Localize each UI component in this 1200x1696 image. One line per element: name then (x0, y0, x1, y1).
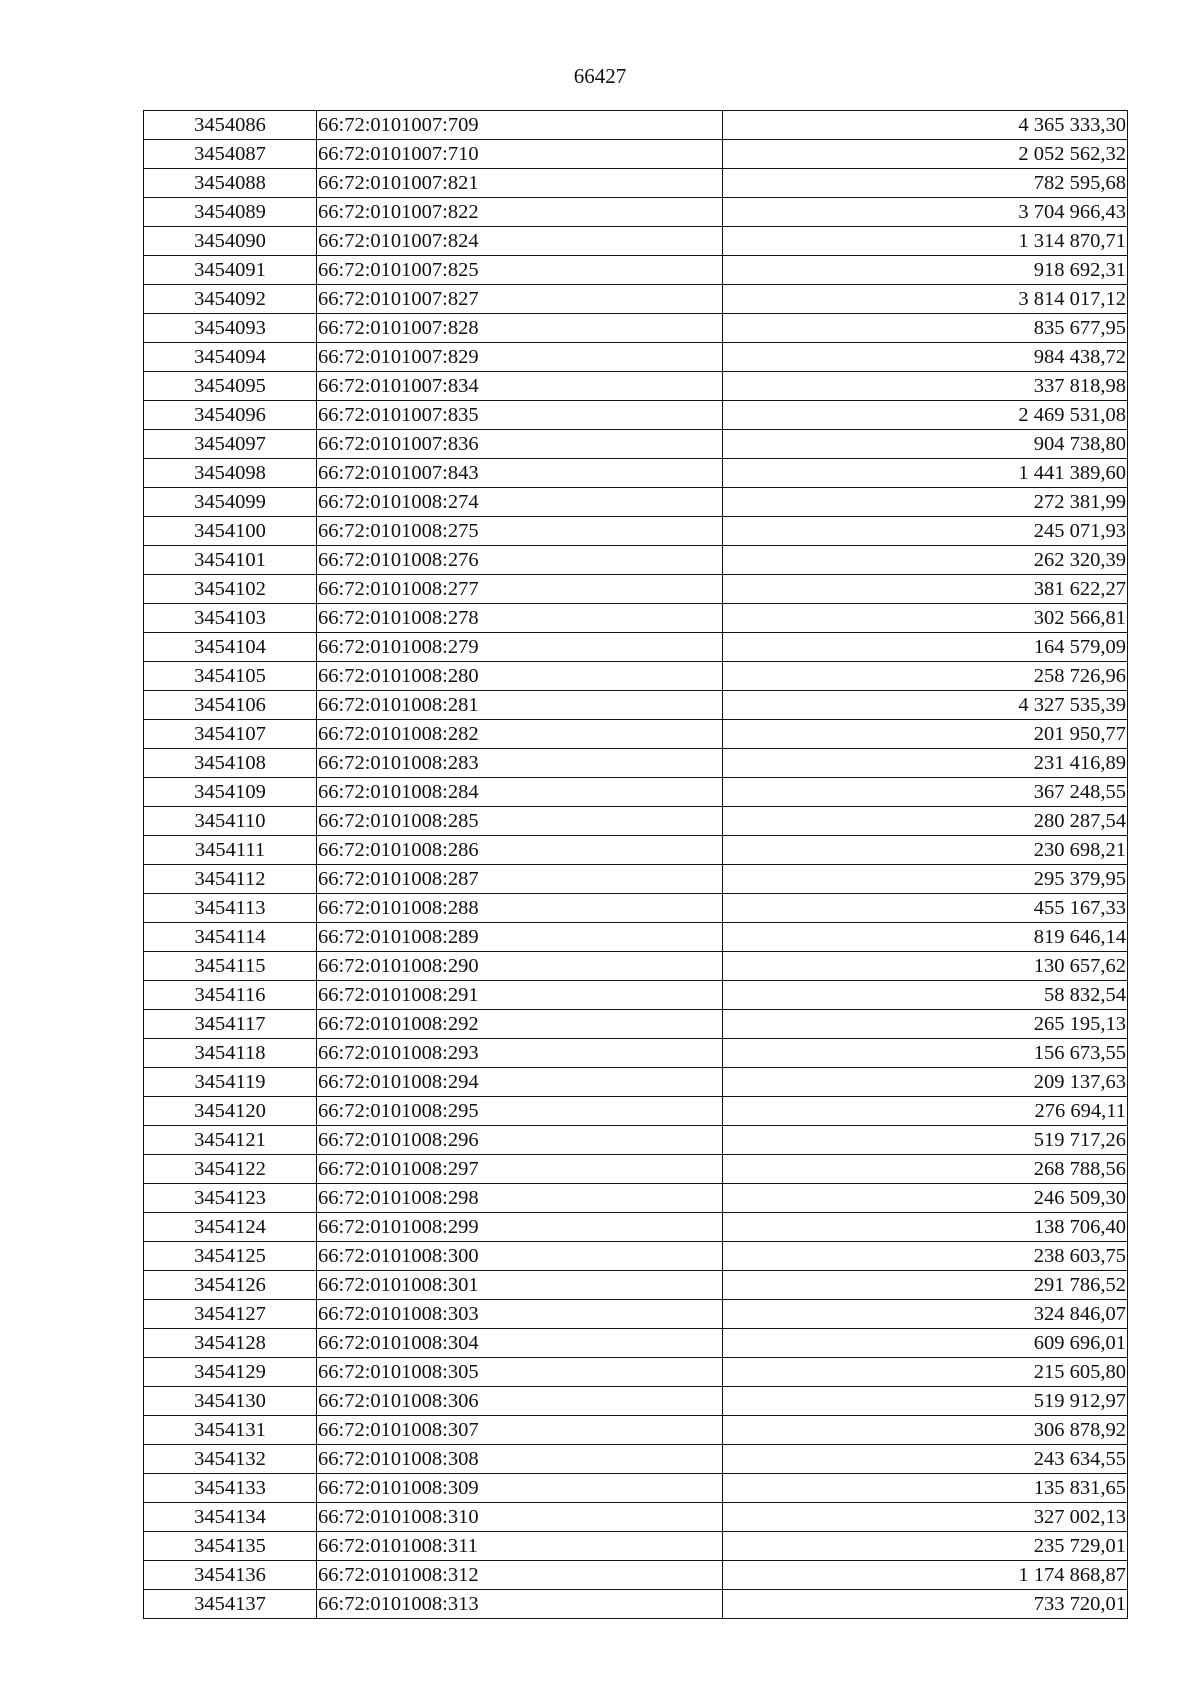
table-row (144, 459, 1128, 488)
cadastral-number-cell: 66:72:0101008:282 (317, 720, 723, 749)
record-number-cell: 3454120 (144, 1097, 317, 1126)
table-row (144, 691, 1128, 720)
table-row (144, 314, 1128, 343)
table-row (144, 807, 1128, 836)
value-cell: 138 706,40 (723, 1213, 1128, 1242)
value-cell: 782 595,68 (723, 169, 1128, 198)
record-number-cell: 3454135 (144, 1532, 317, 1561)
record-number-cell: 3454104 (144, 633, 317, 662)
record-number-cell: 3454095 (144, 372, 317, 401)
value-cell: 235 729,01 (723, 1532, 1128, 1561)
record-number-cell: 3454130 (144, 1387, 317, 1416)
table-row (144, 256, 1128, 285)
value-cell: 156 673,55 (723, 1039, 1128, 1068)
record-number-cell: 3454117 (144, 1010, 317, 1039)
table-row (144, 430, 1128, 459)
table-row (144, 1387, 1128, 1416)
table-row (144, 923, 1128, 952)
record-number-cell: 3454108 (144, 749, 317, 778)
cadastral-number-cell: 66:72:0101008:293 (317, 1039, 723, 1068)
value-cell: 268 788,56 (723, 1155, 1128, 1184)
record-number-cell: 3454119 (144, 1068, 317, 1097)
value-cell: 130 657,62 (723, 952, 1128, 981)
cadastral-number-cell: 66:72:0101008:294 (317, 1068, 723, 1097)
value-cell: 455 167,33 (723, 894, 1128, 923)
record-number-cell: 3454089 (144, 198, 317, 227)
table-row (144, 546, 1128, 575)
value-cell: 519 717,26 (723, 1126, 1128, 1155)
cadastral-number-cell: 66:72:0101007:828 (317, 314, 723, 343)
table-row (144, 836, 1128, 865)
value-cell: 272 381,99 (723, 488, 1128, 517)
value-cell: 2 469 531,08 (723, 401, 1128, 430)
record-number-cell: 3454112 (144, 865, 317, 894)
value-cell: 4 327 535,39 (723, 691, 1128, 720)
value-cell: 135 831,65 (723, 1474, 1128, 1503)
record-number-cell: 3454094 (144, 343, 317, 372)
record-number-cell: 3454102 (144, 575, 317, 604)
record-number-cell: 3454127 (144, 1300, 317, 1329)
table-row (144, 488, 1128, 517)
value-cell: 302 566,81 (723, 604, 1128, 633)
cadastral-number-cell: 66:72:0101007:709 (317, 111, 723, 140)
value-cell: 1 314 870,71 (723, 227, 1128, 256)
cadastral-number-cell: 66:72:0101007:824 (317, 227, 723, 256)
value-cell: 918 692,31 (723, 256, 1128, 285)
record-number-cell: 3454107 (144, 720, 317, 749)
value-cell: 2 052 562,32 (723, 140, 1128, 169)
value-cell: 3 814 017,12 (723, 285, 1128, 314)
table-row (144, 981, 1128, 1010)
record-number-cell: 3454137 (144, 1590, 317, 1619)
value-cell: 4 365 333,30 (723, 111, 1128, 140)
cadastral-number-cell: 66:72:0101008:308 (317, 1445, 723, 1474)
record-number-cell: 3454111 (144, 836, 317, 865)
value-cell: 367 248,55 (723, 778, 1128, 807)
cadastral-number-cell: 66:72:0101008:291 (317, 981, 723, 1010)
record-number-cell: 3454088 (144, 169, 317, 198)
cadastral-number-cell: 66:72:0101008:304 (317, 1329, 723, 1358)
value-cell: 230 698,21 (723, 836, 1128, 865)
cadastral-number-cell: 66:72:0101007:829 (317, 343, 723, 372)
cadastral-number-cell: 66:72:0101008:276 (317, 546, 723, 575)
cadastral-number-cell: 66:72:0101008:296 (317, 1126, 723, 1155)
cadastral-number-cell: 66:72:0101008:289 (317, 923, 723, 952)
table-row (144, 1416, 1128, 1445)
cadastral-number-cell: 66:72:0101008:299 (317, 1213, 723, 1242)
record-number-cell: 3454118 (144, 1039, 317, 1068)
table-row (144, 952, 1128, 981)
table-row (144, 1097, 1128, 1126)
record-number-cell: 3454096 (144, 401, 317, 430)
value-cell: 238 603,75 (723, 1242, 1128, 1271)
record-number-cell: 3454132 (144, 1445, 317, 1474)
table-row (144, 198, 1128, 227)
table-row (144, 1358, 1128, 1387)
value-cell: 984 438,72 (723, 343, 1128, 372)
cadastral-number-cell: 66:72:0101008:288 (317, 894, 723, 923)
cadastral-number-cell: 66:72:0101008:298 (317, 1184, 723, 1213)
table-row (144, 1300, 1128, 1329)
value-cell: 243 634,55 (723, 1445, 1128, 1474)
record-number-cell: 3454100 (144, 517, 317, 546)
cadastral-number-cell: 66:72:0101007:835 (317, 401, 723, 430)
cadastral-number-cell: 66:72:0101008:290 (317, 952, 723, 981)
record-number-cell: 3454091 (144, 256, 317, 285)
table-row (144, 1068, 1128, 1097)
cadastral-number-cell: 66:72:0101008:284 (317, 778, 723, 807)
value-cell: 381 622,27 (723, 575, 1128, 604)
value-cell: 904 738,80 (723, 430, 1128, 459)
table-row (144, 1155, 1128, 1184)
record-number-cell: 3454090 (144, 227, 317, 256)
registry-table (143, 110, 1128, 1619)
cadastral-number-cell: 66:72:0101008:286 (317, 836, 723, 865)
table-row (144, 227, 1128, 256)
value-cell: 733 720,01 (723, 1590, 1128, 1619)
table-row (144, 1474, 1128, 1503)
cadastral-number-cell: 66:72:0101008:279 (317, 633, 723, 662)
table-row (144, 604, 1128, 633)
cadastral-number-cell: 66:72:0101008:295 (317, 1097, 723, 1126)
record-number-cell: 3454126 (144, 1271, 317, 1300)
value-cell: 265 195,13 (723, 1010, 1128, 1039)
table-row (144, 1126, 1128, 1155)
record-number-cell: 3454122 (144, 1155, 317, 1184)
table-row (144, 343, 1128, 372)
cadastral-number-cell: 66:72:0101008:310 (317, 1503, 723, 1532)
cadastral-number-cell: 66:72:0101008:300 (317, 1242, 723, 1271)
cadastral-number-cell: 66:72:0101008:311 (317, 1532, 723, 1561)
value-cell: 306 878,92 (723, 1416, 1128, 1445)
table-row (144, 1213, 1128, 1242)
cadastral-number-cell: 66:72:0101008:275 (317, 517, 723, 546)
cadastral-number-cell: 66:72:0101008:287 (317, 865, 723, 894)
value-cell: 58 832,54 (723, 981, 1128, 1010)
cadastral-number-cell: 66:72:0101008:303 (317, 1300, 723, 1329)
cadastral-number-cell: 66:72:0101008:313 (317, 1590, 723, 1619)
cadastral-number-cell: 66:72:0101008:297 (317, 1155, 723, 1184)
record-number-cell: 3454097 (144, 430, 317, 459)
cadastral-number-cell: 66:72:0101008:312 (317, 1561, 723, 1590)
table-row (144, 865, 1128, 894)
registry-table-body (144, 111, 1128, 1619)
value-cell: 327 002,13 (723, 1503, 1128, 1532)
record-number-cell: 3454134 (144, 1503, 317, 1532)
cadastral-number-cell: 66:72:0101008:301 (317, 1271, 723, 1300)
record-number-cell: 3454136 (144, 1561, 317, 1590)
record-number-cell: 3454093 (144, 314, 317, 343)
cadastral-number-cell: 66:72:0101007:836 (317, 430, 723, 459)
table-row (144, 1503, 1128, 1532)
record-number-cell: 3454109 (144, 778, 317, 807)
cadastral-number-cell: 66:72:0101008:292 (317, 1010, 723, 1039)
table-row (144, 1184, 1128, 1213)
value-cell: 209 137,63 (723, 1068, 1128, 1097)
record-number-cell: 3454125 (144, 1242, 317, 1271)
record-number-cell: 3454105 (144, 662, 317, 691)
cadastral-number-cell: 66:72:0101008:305 (317, 1358, 723, 1387)
cadastral-number-cell: 66:72:0101008:280 (317, 662, 723, 691)
cadastral-number-cell: 66:72:0101007:843 (317, 459, 723, 488)
value-cell: 609 696,01 (723, 1329, 1128, 1358)
cadastral-number-cell: 66:72:0101008:285 (317, 807, 723, 836)
cadastral-number-cell: 66:72:0101008:307 (317, 1416, 723, 1445)
record-number-cell: 3454114 (144, 923, 317, 952)
record-number-cell: 3454098 (144, 459, 317, 488)
cadastral-number-cell: 66:72:0101008:306 (317, 1387, 723, 1416)
cadastral-number-cell: 66:72:0101008:274 (317, 488, 723, 517)
record-number-cell: 3454099 (144, 488, 317, 517)
page-number: 66427 (573, 64, 627, 88)
table-row (144, 169, 1128, 198)
cadastral-number-cell: 66:72:0101008:309 (317, 1474, 723, 1503)
record-number-cell: 3454103 (144, 604, 317, 633)
value-cell: 295 379,95 (723, 865, 1128, 894)
table-row (144, 662, 1128, 691)
table-row (144, 285, 1128, 314)
record-number-cell: 3454101 (144, 546, 317, 575)
table-row (144, 111, 1128, 140)
record-number-cell: 3454116 (144, 981, 317, 1010)
table-row (144, 575, 1128, 604)
record-number-cell: 3454124 (144, 1213, 317, 1242)
value-cell: 245 071,93 (723, 517, 1128, 546)
cadastral-number-cell: 66:72:0101007:710 (317, 140, 723, 169)
value-cell: 258 726,96 (723, 662, 1128, 691)
cadastral-number-cell: 66:72:0101008:283 (317, 749, 723, 778)
cadastral-number-cell: 66:72:0101007:822 (317, 198, 723, 227)
table-row (144, 894, 1128, 923)
cadastral-number-cell: 66:72:0101007:821 (317, 169, 723, 198)
value-cell: 231 416,89 (723, 749, 1128, 778)
table-row (144, 140, 1128, 169)
cadastral-number-cell: 66:72:0101007:825 (317, 256, 723, 285)
cadastral-number-cell: 66:72:0101008:281 (317, 691, 723, 720)
table-row (144, 1561, 1128, 1590)
record-number-cell: 3454123 (144, 1184, 317, 1213)
value-cell: 1 174 868,87 (723, 1561, 1128, 1590)
record-number-cell: 3454131 (144, 1416, 317, 1445)
record-number-cell: 3454092 (144, 285, 317, 314)
table-row (144, 372, 1128, 401)
table-row (144, 720, 1128, 749)
record-number-cell: 3454129 (144, 1358, 317, 1387)
value-cell: 835 677,95 (723, 314, 1128, 343)
table-row (144, 401, 1128, 430)
record-number-cell: 3454121 (144, 1126, 317, 1155)
cadastral-number-cell: 66:72:0101008:278 (317, 604, 723, 633)
table-row (144, 1329, 1128, 1358)
record-number-cell: 3454133 (144, 1474, 317, 1503)
table-row (144, 1532, 1128, 1561)
cadastral-number-cell: 66:72:0101007:827 (317, 285, 723, 314)
table-row (144, 517, 1128, 546)
value-cell: 819 646,14 (723, 923, 1128, 952)
cadastral-number-cell: 66:72:0101007:834 (317, 372, 723, 401)
value-cell: 324 846,07 (723, 1300, 1128, 1329)
cadastral-number-cell: 66:72:0101008:277 (317, 575, 723, 604)
record-number-cell: 3454086 (144, 111, 317, 140)
record-number-cell: 3454110 (144, 807, 317, 836)
table-row (144, 778, 1128, 807)
table-row (144, 1445, 1128, 1474)
record-number-cell: 3454106 (144, 691, 317, 720)
record-number-cell: 3454128 (144, 1329, 317, 1358)
value-cell: 337 818,98 (723, 372, 1128, 401)
value-cell: 280 287,54 (723, 807, 1128, 836)
table-row (144, 1242, 1128, 1271)
value-cell: 215 605,80 (723, 1358, 1128, 1387)
value-cell: 201 950,77 (723, 720, 1128, 749)
table-row (144, 1271, 1128, 1300)
record-number-cell: 3454087 (144, 140, 317, 169)
record-number-cell: 3454115 (144, 952, 317, 981)
record-number-cell: 3454113 (144, 894, 317, 923)
value-cell: 262 320,39 (723, 546, 1128, 575)
table-row (144, 1039, 1128, 1068)
value-cell: 276 694,11 (723, 1097, 1128, 1126)
value-cell: 519 912,97 (723, 1387, 1128, 1416)
value-cell: 1 441 389,60 (723, 459, 1128, 488)
table-row (144, 1010, 1128, 1039)
value-cell: 291 786,52 (723, 1271, 1128, 1300)
value-cell: 164 579,09 (723, 633, 1128, 662)
value-cell: 246 509,30 (723, 1184, 1128, 1213)
table-row (144, 749, 1128, 778)
value-cell: 3 704 966,43 (723, 198, 1128, 227)
table-row (144, 1590, 1128, 1619)
table-row (144, 633, 1128, 662)
